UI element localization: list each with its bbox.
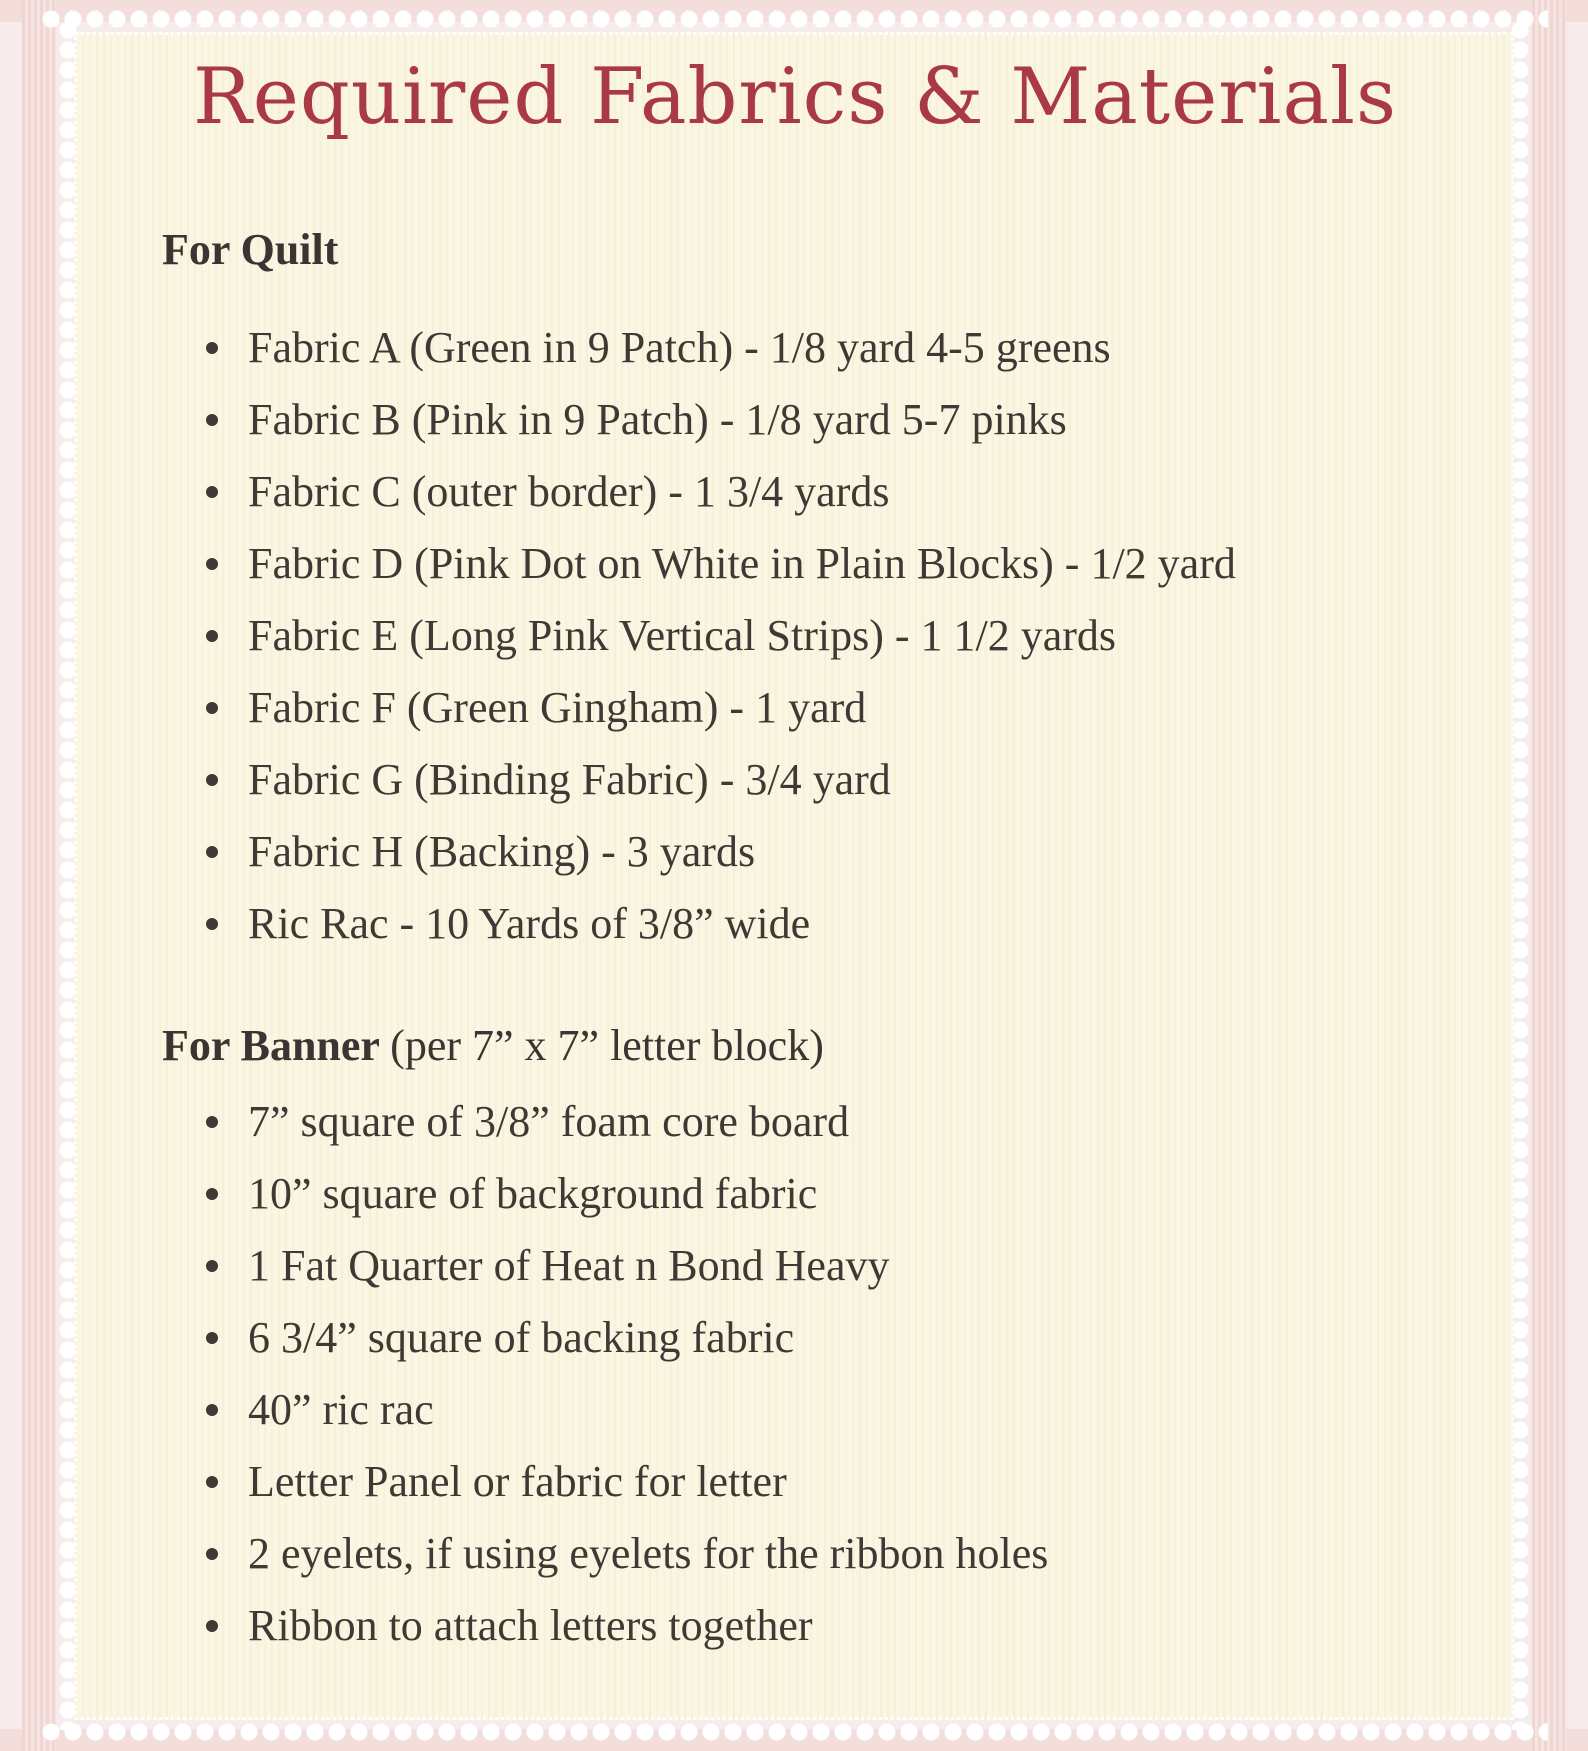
list-item-text: 40” ric rac: [248, 1385, 434, 1434]
quilt-materials-list: [200, 312, 1236, 960]
scallop-trim-bottom: [40, 1717, 1548, 1747]
list-item: [200, 744, 1236, 816]
list-item-text: Fabric B (Pink in 9 Patch) - 1/8 yard 5-7 pinks: [248, 395, 1067, 444]
bullet-icon: [206, 630, 218, 642]
list-item-text: Fabric D (Pink Dot on White in Plain Blocks) - 1/2 yard: [248, 539, 1236, 588]
list-item-text: 1 Fat Quarter of Heat n Bond Heavy: [248, 1241, 890, 1290]
bullet-icon: [206, 414, 218, 426]
list-item: [200, 1230, 1048, 1302]
list-item: [200, 1158, 1048, 1230]
quilt-heading-label: For Quilt: [162, 225, 339, 274]
list-item: [200, 528, 1236, 600]
bullet-icon: [206, 1188, 218, 1200]
scallop-trim-top: [40, 4, 1548, 34]
quilt-section-heading: [162, 224, 338, 275]
list-item: [200, 456, 1236, 528]
border-left: [22, 0, 56, 1751]
bullet-icon: [206, 558, 218, 570]
list-item: [200, 312, 1236, 384]
bullet-icon: [206, 1260, 218, 1272]
bullet-icon: [206, 846, 218, 858]
border-right: [1532, 0, 1566, 1751]
list-item-text: 10” square of background fabric: [248, 1169, 818, 1218]
list-item-text: Fabric C (outer border) - 1 3/4 yards: [248, 467, 890, 516]
list-item: [200, 1374, 1048, 1446]
list-item-text: Fabric F (Green Gingham) - 1 yard: [248, 683, 867, 732]
bullet-icon: [206, 1620, 218, 1632]
bullet-icon: [206, 1116, 218, 1128]
banner-heading-note: (per 7” x 7” letter block): [390, 1021, 824, 1070]
list-item-text: Fabric A (Green in 9 Patch) - 1/8 yard 4-5 greens: [248, 323, 1111, 372]
list-item: [200, 816, 1236, 888]
bullet-icon: [206, 774, 218, 786]
bullet-icon: [206, 702, 218, 714]
bullet-icon: [206, 342, 218, 354]
bullet-icon: [206, 486, 218, 498]
list-item-text: Fabric E (Long Pink Vertical Strips) - 1 1/2 yards: [248, 611, 1117, 660]
list-item: [200, 1590, 1048, 1662]
list-item: [200, 384, 1236, 456]
list-item-text: Ric Rac - 10 Yards of 3/8” wide: [248, 899, 811, 948]
list-item: [200, 600, 1236, 672]
list-item-text: 6 3/4” square of backing fabric: [248, 1313, 795, 1362]
bullet-icon: [206, 1404, 218, 1416]
bullet-icon: [206, 1332, 218, 1344]
bullet-icon: [206, 918, 218, 930]
list-item: [200, 672, 1236, 744]
list-item-text: Letter Panel or fabric for letter: [248, 1457, 787, 1506]
list-item-text: Ribbon to attach letters together: [248, 1601, 813, 1650]
list-item-text: 2 eyelets, if using eyelets for the ribbon holes: [248, 1529, 1049, 1578]
bullet-icon: [206, 1476, 218, 1488]
list-item: [200, 1518, 1048, 1590]
banner-section-heading: [162, 1020, 824, 1071]
list-item-text: 7” square of 3/8” foam core board: [248, 1097, 850, 1146]
list-item: [200, 1086, 1048, 1158]
list-item: [200, 1446, 1048, 1518]
page-title: Required Fabrics & Materials: [193, 52, 1397, 142]
list-item: [200, 888, 1236, 960]
banner-materials-list: [200, 1086, 1048, 1662]
list-item-text: Fabric G (Binding Fabric) - 3/4 yard: [248, 755, 891, 804]
bullet-icon: [206, 1548, 218, 1560]
list-item-text: Fabric H (Backing) - 3 yards: [248, 827, 756, 876]
list-item: [200, 1302, 1048, 1374]
banner-heading-label: For Banner: [162, 1021, 380, 1070]
